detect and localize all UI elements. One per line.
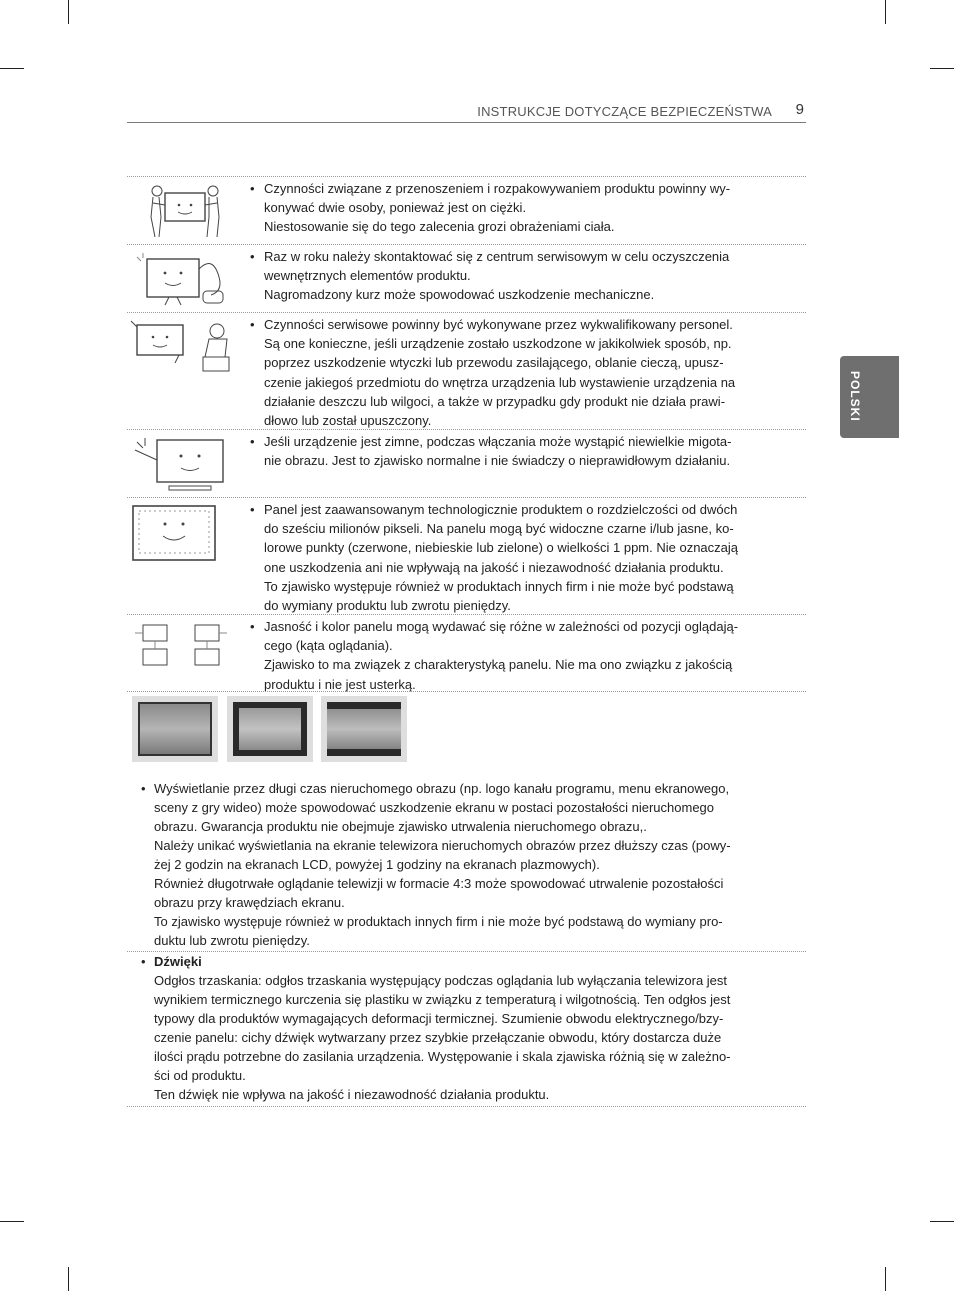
crop-mark <box>930 1221 954 1222</box>
divider <box>127 1106 806 1107</box>
language-tab-label: POLSKI <box>848 371 862 422</box>
tv-vacuum-cleaning-icon <box>129 249 239 309</box>
list-item <box>127 176 806 244</box>
crop-mark <box>0 68 24 69</box>
sounds-section <box>127 952 806 1104</box>
image-retention-photo-2 <box>227 696 313 762</box>
list-item <box>127 312 806 429</box>
crop-mark <box>68 0 69 24</box>
list-item <box>127 429 806 497</box>
list-item-text: • Czynności serwisowe powinny być wykonywane przez wykwalifikowany personel. Są one konieczne, jeśli urządzenie zostało uszkodzone w jakikolwiek sposób, np. poprzez uszkodzenie wtyczki lub przewodu zasilającego, oblanie cieczą, upusz- czenie jakiegoś przedmiotu do wnętrza urządzenia lub wystawienie urządzenia na działanie deszczu lub wilgoci, a także w przypadku gdy produkt nie działa prawi- dłowo lub został upuszczony. <box>250 317 736 429</box>
header-title: INSTRUKCJE DOTYCZĄCE BEZPIECZEŃSTWA <box>477 104 772 119</box>
list-item-text: • Czynności związane z przenoszeniem i rozpakowywaniem produktu powinny wy- konywać dwie osoby, ponieważ jest on ciężki. Niestosowanie się do tego zalecenia grozi obrażeniami ciała. <box>250 181 731 235</box>
service-technician-icon <box>129 317 239 377</box>
list-item <box>127 244 806 312</box>
list-item-text: • Wyświetlanie przez długi czas nieruchomego obrazu (np. logo kanału programu, menu ekranowego, sceny z gry wideo) może spowodować uszkodzenie ekranu w postaci pozostałości nieruchomego obrazu. Gwarancja produktu nie obejmuje zjawisko utrwalenia nieruchomego obrazu,. Należy unikać wyświetlania na ekranie telewizora nieruchomych obrazów przez dłuższy czas (powy- żej 2 godzin na ekranach LCD, powyżej 1 godziny na ekranach plazmowych). Również długotrwałe oglądanie telewizji w formacie 4:3 może spowodować utrwalenie pozostałości obrazu przy krawędziach ekranu. To zjawisko występuje również w produktach innych firm i nie może być podstawą do wymiany pro- duktu lub zwrotu pieniędzy. <box>141 781 731 948</box>
page-header <box>127 98 806 123</box>
list-item-text: • Jasność i kolor panelu mogą wydawać się różne w zależności od pozycji oglądają- cego (kąta oglądania). Zjawisko to ma związek z charakterystyką panelu. Nie ma ono związku z jakością produktu i nie jest usterką. <box>250 619 739 692</box>
divider <box>127 691 806 692</box>
list-item-text: • Jeśli urządzenie jest zimne, podczas włączania może wystąpić niewielkie migota- nie obrazu. Jest to zjawisko normalne i nie świadczy o nieprawidłowym działaniu. <box>250 434 732 469</box>
crop-mark <box>885 0 886 24</box>
panel-pixels-icon <box>129 502 239 566</box>
page-number: 9 <box>795 101 804 118</box>
image-retention-photo-3 <box>321 696 407 762</box>
cold-tv-icon <box>129 434 239 494</box>
crop-mark <box>0 1221 24 1222</box>
crop-mark <box>68 1267 69 1291</box>
list-item <box>127 497 806 614</box>
language-tab <box>840 356 899 438</box>
list-item <box>127 614 806 693</box>
list-item-text: • Panel jest zaawansowanym technologicznie produktem o rozdzielczości od dwóch do sześciu milionów pikseli. Na panelu mogą być widoczne czarne i/lub jasne, ko- lorowe punkty (czerwone, niebieskie lub zielone) o wielkości 1 ppm. Nie oznaczają one uszkodzenia ani nie wpływają na jakość i niezawodność działania produktu. To zjawisko występuje również w produktach innych firm i nie może być podstawą do wymiany produktu lub zwrotu pieniędzy. <box>250 502 739 614</box>
safety-list <box>127 176 806 693</box>
viewing-angle-icon <box>129 619 239 675</box>
image-retention-section <box>127 779 806 950</box>
list-item-text: • Raz w roku należy skontaktować się z centrum serwisowym w celu oczyszczenia wewnętrznych elementów produktu. Nagromadzony kurz może spowodować uszkodzenie mechaniczne. <box>250 249 730 303</box>
list-item-text: • Dźwięki Odgłos trzaskania: odgłos trzaskania występujący podczas oglądania lub wyłączania telewizora jest wynikiem termicznego kurczenia się plastiku w związku z temperaturą i wilgotnością. Ten odgłos jest typowy dla produktów wymagających deformacji termicznej. Szumienie obwodu elektrycznego/bzy- czenie panelu: cichy dźwięk wytwarzany przez szybkie przełączanie obwodu, który dostarcza duże ilości prądu potrzebne do zasilania urządzenia. Występowanie i skala zjawiska różnią się w zależno- ści od produktu. Ten dźwięk nie wpływa na jakość i niezawodność działania produktu. <box>141 954 731 1102</box>
two-people-carrying-tv-icon <box>129 181 239 241</box>
sounds-heading: Dźwięki <box>154 954 202 969</box>
crop-mark <box>885 1267 886 1291</box>
image-retention-photo-1 <box>132 696 218 762</box>
crop-mark <box>930 68 954 69</box>
